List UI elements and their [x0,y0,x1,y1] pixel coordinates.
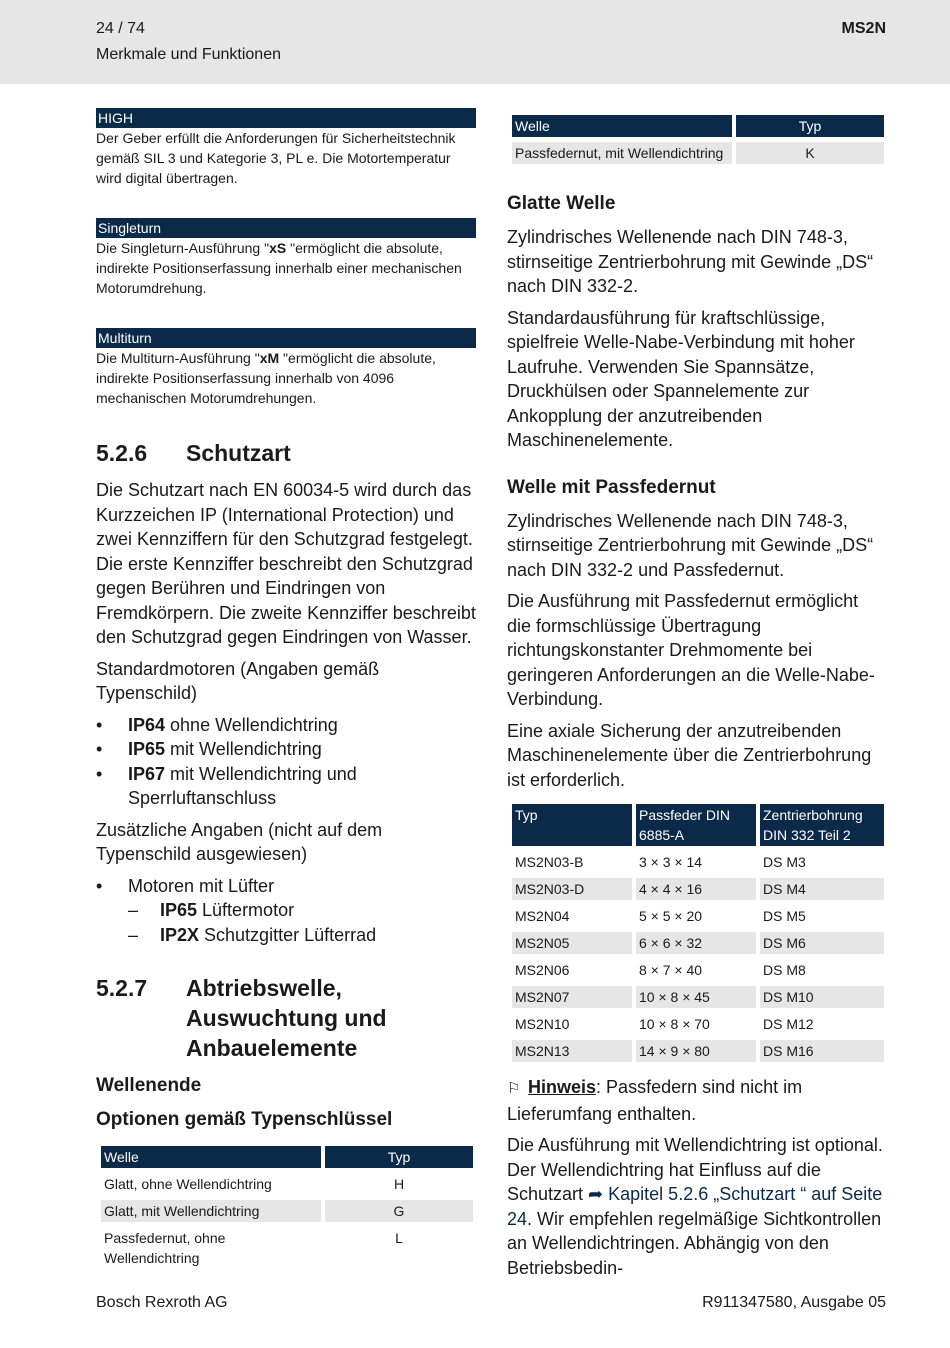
heading-text: Schutzart [186,440,291,466]
hint-paragraph [507,1075,887,1126]
table-cell: Passfedernut, mit Wellendichtring [512,142,732,164]
table-cell: DS M6 [760,932,884,954]
note-title: Multiturn [96,328,476,348]
right-column [507,110,887,1287]
hint-text: : Passfedern sind nicht im Lieferumfang enthalten. [507,1077,803,1124]
note-text: Der Geber erfüllt die Anforderungen für Sicherheitstechnik gemäß SIL 3 und Kategorie 3, PL e. Die Motortemperatur wird digital übertragen. [96,130,456,186]
table-cell: MS2N05 [512,932,632,954]
table-cell: L [395,1230,403,1246]
table-cell: 5 × 5 × 20 [639,908,703,924]
section-title: Merkmale und Funktionen [96,46,281,63]
table-row [512,932,884,954]
table-cell: K [736,142,884,164]
table-cell: Glatt, ohne Wellendichtring [104,1176,272,1192]
keyway-table [508,799,888,1067]
paragraph: Zylindrisches Wellenende nach DIN 748-3, stirnseitige Zentrierbohrung mit Gewinde „DS“ nach DIN 332-2 und Passfedernut. [507,510,874,580]
table-cell: DS M4 [760,878,884,900]
heading-schutzart [96,438,476,468]
table-row [512,986,884,1008]
heading-abtriebswelle [96,973,476,1063]
table-header-row [512,115,884,137]
column-header: Zentrierbohrung DIN 332 Teil 2 [760,804,884,846]
table-row [512,851,884,873]
table-cell: MS2N10 [515,1016,570,1032]
table-header-row [512,804,884,846]
table-cell: MS2N06 [515,962,570,978]
table-row [512,905,884,927]
heading-passfedernut: Welle mit Passfedernut [507,476,716,498]
note-text: Die Singleturn-Ausführung "xS "ermöglicht die absolute, indirekte Positionserfassung innerhalb einer mechanischen Motorumdrehung. [96,240,462,296]
table-row [512,142,884,164]
table-cell: 10 × 8 × 45 [636,986,756,1008]
table-cell: 6 × 6 × 32 [636,932,756,954]
note-high [96,108,476,188]
list-item: • IP65 mit Wellendichtring [96,737,476,762]
subheading-wellenende: Wellenende [96,1075,202,1096]
hint-label: Hinweis [528,1077,597,1097]
table-row [512,959,884,981]
table-cell: DS M5 [763,908,806,924]
table-row [512,1040,884,1062]
table-row [512,878,884,900]
table-cell: 4 × 4 × 16 [636,878,756,900]
table-cell: 14 × 9 × 80 [636,1040,756,1062]
table-cell: MS2N04 [515,908,570,924]
extra-ip-list [96,874,476,899]
list-item: • IP67 mit Wellendichtring und Sperrluftanschluss [96,762,476,811]
shaft-options-table [97,1141,477,1274]
table-cell: MS2N03-B [515,854,584,870]
left-column [96,108,476,1274]
note-title: HIGH [96,108,476,128]
column-header: Welle [101,1146,321,1168]
paragraph: Eine axiale Sicherung der anzutreibenden Maschinenelemente über die Zentrierbohrung ist erforderlich. [507,720,872,790]
table-cell: MS2N07 [512,986,632,1008]
column-header: Welle [512,115,732,137]
table-header-row [101,1146,473,1168]
heading-number: 5.2.6 [96,440,148,466]
standard-ip-list [96,713,476,811]
arrow-icon: ➦ [588,1184,609,1204]
table-cell: MS2N03-D [512,878,632,900]
page-number: 24 / 74 [96,20,145,37]
column-header: Typ [736,115,884,137]
heading-number: 5.2.7 [96,975,148,1001]
heading-text: Abtriebswelle, Auswuchtung und Anbauelemente [186,975,387,1061]
hint-icon: ⚐ [507,1080,521,1097]
table-cell: DS M10 [760,986,884,1008]
cross-reference-link[interactable]: ➦ Kapitel 5.2.6 „Schutzart “ auf Seite 24 [507,1184,883,1229]
column-header: Typ [325,1146,473,1168]
heading-glatte-welle: Glatte Welle [507,193,616,214]
table-row [101,1200,473,1222]
product-name: MS2N [841,20,886,37]
list-item: – IP2X Schutzgitter Lüfterrad [96,923,476,948]
table-cell: 8 × 7 × 40 [639,962,703,978]
paragraph: Die Ausführung mit Passfedernut ermöglicht die formschlüssige Übertragung richtungskonstanter Drehmomente bei geringeren Anforderungen an die Welle-Nabe-Verbindung. [507,591,875,709]
column-header: Passfeder DIN 6885-A [636,804,756,846]
paragraph: Standardausführung für kraftschlüssige, spielfreie Welle-Nabe-Verbindung mit hoher Laufruhe. Verwenden Sie Spannsätze, Druckhülsen oder Spannelemente zur Ankopplung der anzutreibenden Maschinenelemente. [507,307,855,450]
schutzart-intro: Die Schutzart nach EN 60034-5 wird durch das Kurzzeichen IP (International Protection) und zwei Kennziffern für den Schutzgrad festgelegt. Die erste Kennziffer beschreibt den Schutzgrad gegen Berühren und Eindringen von Fremdkörpern. Die zweite Kennziffer beschreibt den Schutzgrad gegen Eindringen von Wasser. [96,480,476,647]
table-row [101,1173,473,1195]
table-cell: Glatt, mit Wellendichtring [101,1200,321,1222]
page-header [0,0,950,84]
table-cell: DS M3 [763,854,806,870]
table-cell: MS2N13 [512,1040,632,1062]
column-header: Typ [512,804,632,846]
closing-paragraph: Die Ausführung mit Wellendichtring ist optional. Der Wellendichtring hat Einfluss auf die Schutzart ➦ Kapitel 5.2.6 „Schutzart “ auf Seite 24. Wir empfehlen regelmäßige Sichtkontrollen an Wellendichtringen. Abhängig von den Betriebsbedin- [507,1135,883,1278]
table-row [101,1227,473,1269]
list-item: – IP65 Lüftermotor [96,898,476,923]
footer-company: Bosch Rexroth AG [96,1294,228,1311]
paragraph: Zylindrisches Wellenende nach DIN 748-3, stirnseitige Zentrierbohrung mit Gewinde „DS“ nach DIN 332-2. [507,227,874,296]
shaft-options-table-continued [508,110,888,169]
extra-info-label: Zusätzliche Angaben (nicht auf dem Typenschild ausgewiesen) [96,819,383,864]
table-row [512,1013,884,1035]
table-cell: 10 × 8 × 70 [639,1016,710,1032]
table-cell: G [325,1200,473,1222]
table-cell: 3 × 3 × 14 [639,854,703,870]
footer-doc-number: R911347580, Ausgabe 05 [702,1294,886,1311]
list-item: • Motoren mit Lüfter [96,874,476,899]
table-cell: DS M12 [763,1016,814,1032]
subheading-optionen: Optionen gemäß Typenschlüssel [96,1109,393,1130]
extra-ip-sublist [96,898,476,947]
note-singleturn [96,218,476,298]
table-cell: H [393,1176,405,1192]
standard-motors-label: Standardmotoren (Angaben gemäß Typenschild) [96,658,380,703]
table-cell: DS M16 [760,1040,884,1062]
note-title: Singleturn [96,218,476,238]
note-text: Die Multiturn-Ausführung "xM "ermöglicht die absolute, indirekte Positionserfassung innerhalb von 4096 mechanischen Motorumdrehungen. [96,350,436,406]
table-cell: DS M8 [763,962,806,978]
list-item: • IP64 ohne Wellendichtring [96,713,476,738]
note-multiturn [96,328,476,408]
table-cell: Passfedernut, ohne Wellendichtring [104,1230,226,1266]
